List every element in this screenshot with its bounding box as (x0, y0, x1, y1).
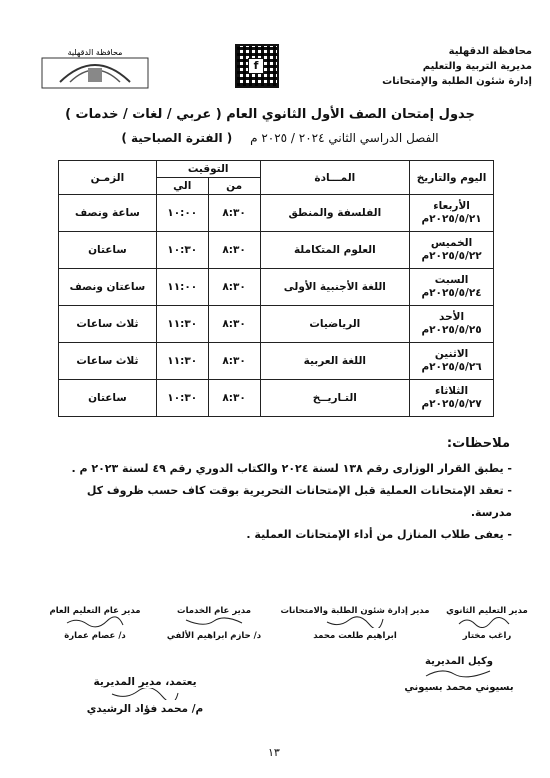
subject-cell: اللغة العربية (260, 343, 410, 380)
signature-title: مدير إدارة شئون الطلبة والامتحانات (280, 606, 430, 616)
signature-title: مدير عام الخدمات (177, 606, 251, 616)
to-cell: ١٠:٠٠ (156, 195, 208, 232)
table-row (59, 232, 494, 269)
handwritten-signature-icon (65, 616, 125, 628)
signature-name: ابراهيم طلعت محمد (313, 631, 397, 641)
org-line-governorate: محافظة الدقهلية (448, 46, 532, 57)
note-item: - يعفى طلاب المنازل من أداء الإمتحانات العملية . (246, 528, 512, 541)
semester-text: الفصل الدراسي الثاني ٢٠٢٤ / ٢٠٢٥ م (250, 131, 439, 145)
page-number: ١٣ (268, 746, 280, 759)
subject-cell: اللغة الأجنبية الأولى (260, 269, 410, 306)
page-title: جدول إمتحان الصف الأول الثانوي العام ( عربي / لغات / خدمات ) (65, 107, 475, 122)
day-date-cell: الأربعاء ٢٠٢٥/٥/٢١م (410, 195, 494, 232)
to-cell: ١١:٠٠ (156, 269, 208, 306)
notes-heading: ملاحظات: (446, 436, 510, 451)
handwritten-signature-icon (424, 667, 494, 679)
exam-schedule-table (58, 160, 494, 417)
duration-cell: ثلاث ساعات (59, 343, 157, 380)
day-date-cell: الثلاثاء ٢٠٢٥/٥/٢٧م (410, 380, 494, 417)
organization-header (382, 44, 532, 89)
duration-cell: ساعة ونصف (59, 195, 157, 232)
from-cell: ٨:٣٠ (208, 380, 260, 417)
signature-title: مدير التعليم الثانوي (446, 606, 528, 616)
subject-cell: الرياضيات (260, 306, 410, 343)
header-subject: المـــادة (260, 161, 410, 195)
from-cell: ٨:٣٠ (208, 343, 260, 380)
duration-cell: ساعتان ونصف (59, 269, 157, 306)
signature-name: بسيوني محمد بسيوني (404, 682, 514, 693)
header-day-date: اليوم والتاريخ (410, 161, 494, 195)
subject-cell: الفلسفة والمنطق (260, 195, 410, 232)
duration-cell: ساعتان (59, 232, 157, 269)
from-cell: ٨:٣٠ (208, 306, 260, 343)
signature-general-ed (40, 606, 150, 641)
subject-cell: التـاريــخ (260, 380, 410, 417)
signature-name: راغب مختار (462, 631, 512, 641)
to-cell: ١٠:٣٠ (156, 380, 208, 417)
day-date-cell: الأحد ٢٠٢٥/٥/٢٥م (410, 306, 494, 343)
signature-affairs (280, 606, 430, 641)
org-line-administration: إدارة شئون الطلبة والإمتحانات (382, 76, 532, 87)
table-row (59, 306, 494, 343)
table-row (59, 380, 494, 417)
note-item: - يطبق القرار الوزارى رقم ١٣٨ لسنة ٢٠٢٤ والكتاب الدوري رقم ٤٩ لسنة ٢٠٢٣ م . (71, 462, 512, 475)
table-row (59, 269, 494, 306)
table-row (59, 195, 494, 232)
from-cell: ٨:٣٠ (208, 195, 260, 232)
signature-secondary (442, 606, 532, 641)
signature-approve (70, 676, 220, 715)
logo-text: محافظة الدقهلية (67, 48, 123, 57)
signature-title: يعتمد، مدير المديرية (93, 676, 197, 688)
subject-cell: العلوم المتكاملة (260, 232, 410, 269)
signature-name: م/ محمد فؤاد الرشيدي (86, 703, 204, 715)
signature-name: د/ عصام عمارة (64, 631, 126, 641)
header-from: من (208, 178, 260, 195)
period-text: ( الفترة الصباحية ) (121, 131, 233, 145)
subtitle-line (50, 131, 510, 145)
governorate-logo-icon (40, 44, 150, 92)
signature-title: مدير عام التعليم العام (49, 606, 141, 616)
header-to: الي (156, 178, 208, 195)
facebook-icon: f (248, 58, 264, 74)
from-cell: ٨:٣٠ (208, 269, 260, 306)
signature-deputy (394, 656, 524, 693)
to-cell: ١١:٣٠ (156, 343, 208, 380)
handwritten-signature-icon (184, 616, 244, 628)
handwritten-signature-icon (110, 688, 180, 700)
notes-list (42, 458, 512, 546)
signature-title: وكيل المديرية (425, 656, 493, 667)
org-line-directorate: مديرية التربية والتعليم (422, 61, 532, 72)
day-date-cell: السبت ٢٠٢٥/٥/٢٤م (410, 269, 494, 306)
note-item: - تعقد الإمتحانات العملية قبل الإمتحانات التحريرية بوقت كاف حسب ظروف كل مدرسة. (86, 484, 512, 519)
header-timing: التوقيت (156, 161, 260, 178)
from-cell: ٨:٣٠ (208, 232, 260, 269)
signature-name: د/ حازم ابراهيم الألفي (166, 631, 262, 641)
to-cell: ١٠:٣٠ (156, 232, 208, 269)
duration-cell: ثلاث ساعات (59, 306, 157, 343)
header-duration: الزمـن (59, 161, 157, 195)
day-date-cell: الخميس ٢٠٢٥/٥/٢٢م (410, 232, 494, 269)
signature-services (164, 606, 264, 641)
table-row (59, 343, 494, 380)
handwritten-signature-icon (457, 616, 517, 628)
duration-cell: ساعتان (59, 380, 157, 417)
handwritten-signature-icon (325, 616, 385, 628)
to-cell: ١١:٣٠ (156, 306, 208, 343)
day-date-cell: الاثنين ٢٠٢٥/٥/٢٦م (410, 343, 494, 380)
